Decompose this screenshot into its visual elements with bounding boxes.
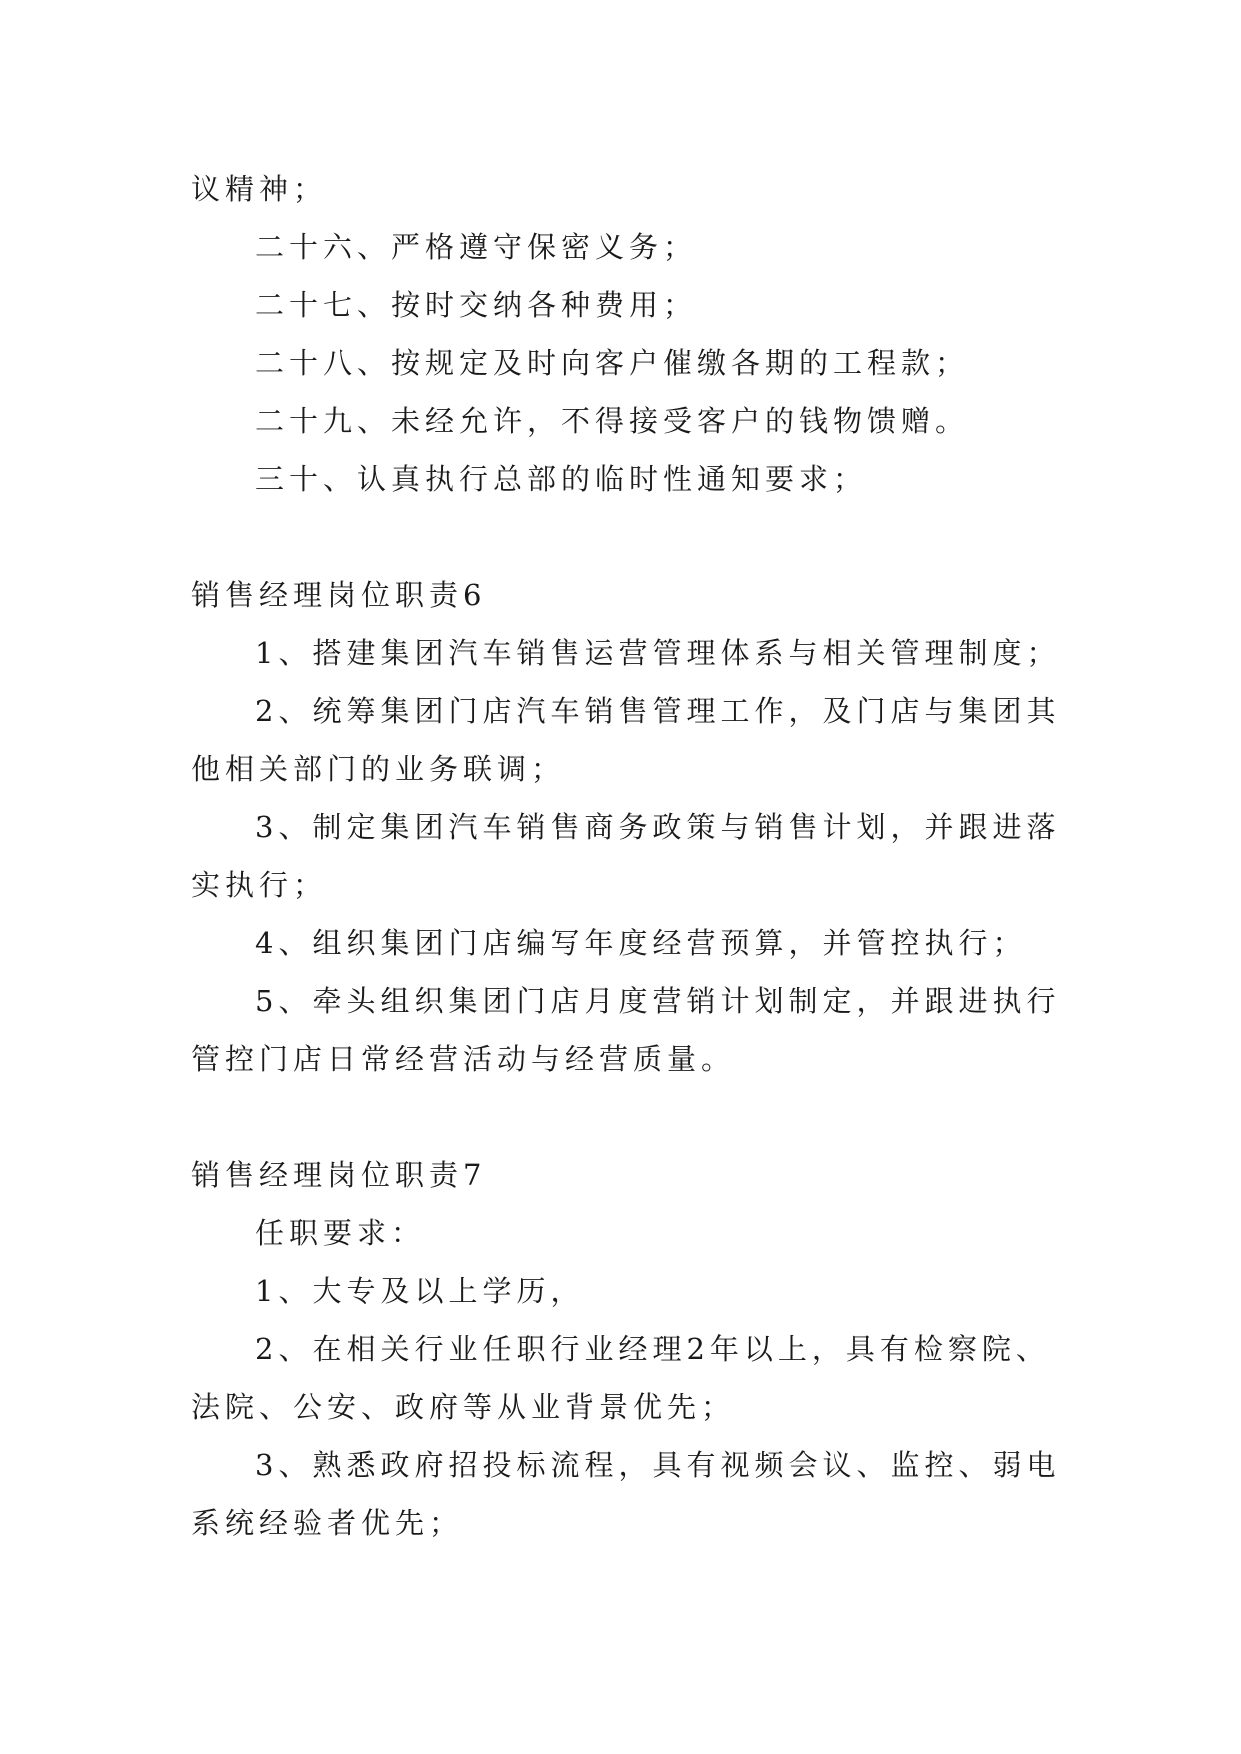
section-spacer (191, 508, 1051, 566)
duty-item-3: 3、制定集团汽车销售商务政策与销售计划，并跟进落 (255, 810, 1061, 844)
requirement-item-1: 1、大专及以上学历， (255, 1274, 585, 1308)
section-heading-6: 销售经理岗位职责6 (191, 578, 487, 612)
duty-item-3-continuation: 实执行； (191, 868, 328, 902)
duty-item-2-continuation: 他相关部门的业务联调； (191, 752, 566, 786)
duty-item-2: 2、统筹集团门店汽车销售管理工作，及门店与集团其 (255, 694, 1061, 728)
duty-item-4: 4、组织集团门店编写年度经营预算，并管控执行； (255, 926, 1027, 960)
list-item-29: 二十九、未经允许，不得接受客户的钱物馈赠。 (255, 404, 970, 438)
section-spacer (191, 1088, 1051, 1146)
document-page (191, 160, 1061, 1552)
list-item-30: 三十、认真执行总部的临时性通知要求； (255, 462, 868, 496)
requirements-label: 任职要求： (255, 1216, 426, 1250)
requirement-item-3: 3、熟悉政府招投标流程，具有视频会议、监控、弱电 (255, 1448, 1061, 1482)
list-item-28: 二十八、按规定及时向客户催缴各期的工程款； (255, 346, 970, 380)
requirement-item-2: 2、在相关行业任职行业经理2年以上，具有检察院、 (255, 1332, 1050, 1366)
list-item-26: 二十六、严格遵守保密义务； (255, 230, 698, 264)
duty-item-5-continuation: 管控门店日常经营活动与经营质量。 (191, 1042, 736, 1076)
duty-item-5: 5、牵头组织集团门店月度营销计划制定，并跟进执行 (255, 984, 1061, 1018)
list-item-27: 二十七、按时交纳各种费用； (255, 288, 698, 322)
duty-item-1: 1、搭建集团汽车销售运营管理体系与相关管理制度； (255, 636, 1061, 670)
requirement-item-2-continuation: 法院、公安、政府等从业背景优先； (191, 1390, 736, 1424)
section-heading-7: 销售经理岗位职责7 (191, 1158, 487, 1192)
requirement-item-3-continuation: 系统经验者优先； (191, 1506, 464, 1540)
paragraph-continuation: 议精神； (191, 172, 328, 206)
